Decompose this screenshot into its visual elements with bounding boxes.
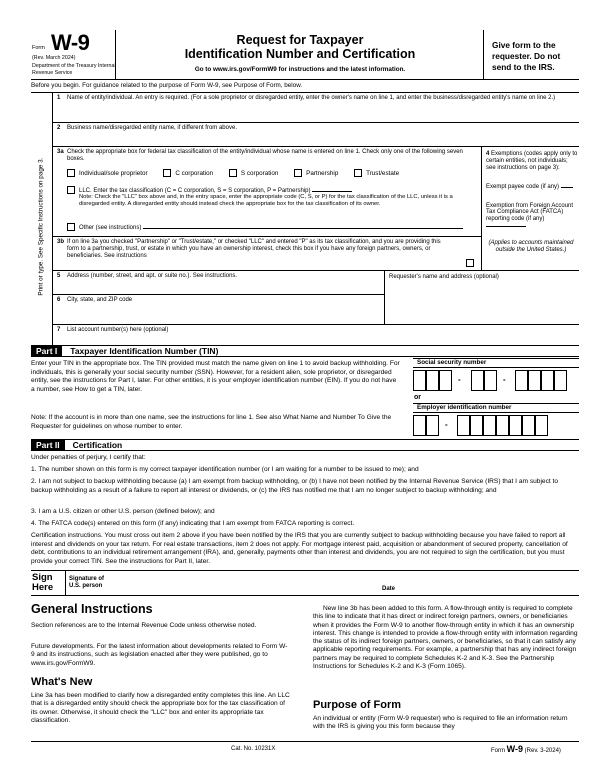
goto-instructions: Go to www.irs.gov/FormW9 for instructions and the latest information. — [194, 66, 406, 73]
ssn-digit[interactable] — [426, 370, 439, 391]
ein-digit[interactable] — [413, 415, 426, 436]
signature-row — [31, 570, 579, 596]
date-field[interactable] — [403, 573, 573, 593]
ssn-digit[interactable] — [554, 370, 567, 391]
certification-item-3: 3. I am a U.S. citizen or other U.S. person (defined below); and — [31, 508, 215, 515]
line-number: 4 — [486, 151, 490, 157]
line-label: City, state, and ZIP code — [67, 297, 133, 303]
checkbox[interactable] — [229, 169, 237, 177]
line-number: 3b — [57, 239, 65, 245]
line-5-address[interactable] — [53, 271, 385, 295]
catalog-number: Cat. No. 10231X — [231, 746, 276, 752]
certification-item-1: 1. The number shown on this form is my correct taxpayer identification number (or I am waiting for a number to be issued to me); and — [31, 466, 419, 473]
option-partnership[interactable]: Partnership — [294, 170, 338, 177]
form-id-block — [31, 30, 116, 80]
line-number: 1 — [57, 95, 61, 101]
line-label: Address (number, street, and apt. or suite no.). See instructions. — [67, 273, 238, 279]
fatca-code[interactable]: Exemption from Foreign Account Tax Compliance Act (FATCA) reporting code (if any) — [486, 203, 579, 231]
form-title-line1: Request for Taxpayer — [236, 33, 364, 47]
line-label: Check the appropriate box for federal tax classification of the entity/individual whose name is entered on line 1. Check only one of the following seven boxes. — [67, 149, 463, 162]
signature-field[interactable] — [111, 573, 381, 593]
exempt-payee-field[interactable] — [561, 187, 573, 188]
future-developments: Future developments. For the latest information about developments related to Form W-9 and its instructions, such as legislation enacted after they were published, go to www.irs.gov/FormW9. — [31, 643, 288, 667]
checkbox[interactable] — [67, 169, 75, 177]
line-6-city-state-zip[interactable] — [53, 295, 385, 325]
line-label: If on line 3a you checked "Partnership" or "Trust/estate," or checked "LLC" and entered "P" as its tax classification, and you are providing this form to a partnership, trust, or estate in which you have an ownership interest, check this box if you have any foreign partners, owners, or beneficiaries. See instructions — [67, 239, 441, 259]
whats-new-heading: What's New — [31, 676, 93, 688]
general-instructions-heading: General Instructions — [31, 602, 153, 616]
part-title: Taxpayer Identification Number (TIN) — [70, 346, 219, 356]
option-c-corp[interactable]: C corporation — [163, 170, 213, 177]
form-header — [31, 30, 579, 80]
ssn-digit[interactable] — [541, 370, 554, 391]
line-number: 7 — [57, 327, 61, 333]
sign-here-label: Sign Here — [32, 572, 54, 593]
purpose-of-form-heading: Purpose of Form — [313, 699, 402, 711]
ein-label: Employer identification number — [413, 403, 579, 413]
ein-dash: - — [445, 420, 448, 429]
option-other[interactable]: Other (see instructions) — [67, 222, 477, 232]
line-3b-foreign-partners — [53, 237, 481, 271]
signature-label: Signature of U.S. person — [69, 576, 105, 589]
ssn-digit[interactable] — [515, 370, 528, 391]
llc-note: Note: Check the "LLC" box above and, in the entry space, enter the appropriate code (C, S, or P) for the tax classification of the LLC, unless it is a disregarded entity. A disregarded entity should instead check the appropriate box for the tax classification of its owner. — [79, 194, 453, 207]
ssn-digit[interactable] — [484, 370, 497, 391]
before-you-begin: Before you begin. For guidance related to the purpose of Form W-9, see Purpose of Form, below. — [31, 82, 579, 93]
part-tag: Part II — [31, 440, 65, 450]
form-title-block — [117, 30, 483, 80]
form-title-line2: Identification Number and Certification — [184, 47, 416, 61]
ein-digit[interactable] — [509, 415, 522, 436]
other-field[interactable] — [143, 222, 463, 229]
side-label: Print or type. See Specific Instructions on page 3. — [37, 157, 45, 296]
line-2-business-name[interactable] — [53, 123, 579, 147]
part-title: Certification — [72, 440, 123, 450]
ein-digit[interactable] — [426, 415, 439, 436]
line-label: Business name/disregarded entity name, if different from above. — [67, 125, 237, 131]
line-1-name[interactable] — [53, 93, 579, 123]
form-label: Form — [32, 45, 45, 51]
w9-form — [31, 30, 579, 765]
line-3b-explanation: New line 3b has been added to this form. A flow-through entity is required to complete this line to indicate that it has direct or indirect foreign partners, owners, or beneficiaries when it provides the Form W-9 to another flow-through entity in which it has an ownership interest. This change is intended to provide a flow-through entity with information regarding the status of its indirect foreign partners, owners, or beneficiaries, so that it can satisfy any applicable reporting requirements. For example, a partnership that has any indirect foreign partners may be required to complete Schedules K-2 and K-3. See the Partnership Instructions for Schedules K-2 and K-3 (Form 1065). — [313, 605, 578, 671]
line-label: List account number(s) here (optional) — [67, 327, 169, 333]
date-label: Date — [382, 586, 396, 592]
line-number: 6 — [57, 297, 61, 303]
ein-field[interactable] — [413, 415, 563, 437]
ein-digit[interactable] — [483, 415, 496, 436]
option-s-corp[interactable]: S corporation — [229, 170, 278, 177]
ein-digit[interactable] — [535, 415, 548, 436]
footer-form-id: Form W-9 (Rev. 3-2024) — [491, 744, 561, 754]
checkbox[interactable] — [67, 223, 75, 231]
option-trust-estate[interactable]: Trust/estate — [354, 170, 399, 177]
page-footer — [31, 741, 579, 755]
line-number: 5 — [57, 273, 61, 279]
ein-digit[interactable] — [522, 415, 535, 436]
requester-name-address[interactable]: Requester's name and address (optional) — [385, 271, 579, 325]
checkbox[interactable] — [163, 169, 171, 177]
option-individual[interactable]: Individual/sole proprietor — [67, 170, 148, 177]
part-2-header — [31, 439, 579, 451]
classification-options — [67, 169, 477, 177]
ssn-digit[interactable] — [413, 370, 426, 391]
general-instructions-text: Section references are to the Internal Revenue Code unless otherwise noted. — [31, 622, 257, 629]
checkbox[interactable] — [354, 169, 362, 177]
line-4-exemptions — [481, 147, 579, 271]
ssn-field[interactable] — [413, 370, 553, 392]
option-llc[interactable]: LLC. Enter the tax classification (C = C corporation, S = S corporation, P = Partnership) — [67, 185, 477, 195]
revision-date: (Rev. March 2024) — [32, 55, 76, 61]
line-number: 2 — [57, 125, 61, 131]
or-label: or — [414, 394, 421, 401]
fatca-applies-note: (Applies to accounts maintained outside the United States.) — [488, 240, 574, 254]
fatca-field[interactable] — [486, 226, 526, 227]
certification-intro: Under penalties of perjury, I certify that: — [31, 454, 146, 461]
checkbox[interactable] — [294, 169, 302, 177]
checkbox[interactable] — [67, 186, 75, 194]
department-name: Department of the Treasury Internal Revenue Service — [32, 63, 116, 76]
certification-item-4: 4. The FATCA code(s) entered on this form (if any) indicating that I am exempt from FATCA reporting is correct. — [31, 520, 355, 527]
part-1-text: Enter your TIN in the appropriate box. The TIN provided must match the name given on line 1 to avoid backup withholding. For individuals, this is generally your social security number (SSN). However, for a resident alien, sole proprietor, or disregarded entity, see the instructions for Part I, later. For other entities, it is your employer identification number (EIN). If you do not have a number, see How to get a TIN, later. — [31, 360, 400, 393]
part-tag: Part I — [31, 346, 62, 356]
ssn-digit[interactable] — [528, 370, 541, 391]
foreign-partners-checkbox[interactable] — [466, 259, 474, 267]
part-1-note: Note: If the account is in more than one name, see the instructions for line 1. See also What Name and Number To Give the Requester for guidelines on whose number to enter. — [31, 414, 392, 430]
sign-divider — [65, 571, 66, 595]
ein-digit[interactable] — [496, 415, 509, 436]
line-label: Name of entity/individual. An entry is required. (For a sole proprietor or disregarded entity, enter the owner's name on line 1, and enter the business/disregarded entity's name on line 2.) — [67, 95, 556, 101]
ssn-label: Social security number — [413, 358, 579, 368]
line-number: 3a — [57, 149, 64, 155]
exempt-payee[interactable]: Exempt payee code (if any) — [486, 184, 579, 191]
give-form-note: Give form to the requester. Do not send to the IRS. — [483, 30, 579, 80]
certification-instructions: Certification instructions. You must cross out item 2 above if you have been notified by the IRS that you are currently subject to backup withholding because you have failed to report all interest and dividends on your tax return. For real estate transactions, item 2 does not apply. For mortgage interest paid, acquisition or abandonment of secured property, cancellation of debt, contributions to an individual retirement arrangement (IRA), and, generally, payments other than interest and dividends, you are not required to sign the certification, but you must provide your correct TIN. See the instructions for Part II, later. — [31, 532, 568, 565]
ein-digit[interactable] — [457, 415, 470, 436]
line-label: Exemptions (codes apply only to certain entities, not individuals; see instructions on page 3): — [486, 151, 578, 171]
certification-item-2: 2. I am not subject to backup withholding because (a) I am exempt from backup withholding, or (b) I have not been notified by the Internal Revenue Service (IRS) that I am subject to backup withholding as a result of a failure to report all interest or dividends, or (c) the IRS has notified me that I am no longer subject to backup withholding; and — [31, 478, 559, 494]
part-1-header — [31, 345, 579, 357]
side-label-column — [31, 93, 53, 348]
form-number: W-9 — [51, 30, 90, 55]
ssn-dash: - — [503, 375, 506, 384]
ssn-dash: - — [458, 375, 461, 384]
purpose-of-form-text: An individual or entity (Form W-9 requester) who is required to file an information return with the IRS is giving you this form because they — [313, 715, 568, 731]
ssn-digit[interactable] — [439, 370, 452, 391]
llc-code-field[interactable] — [312, 185, 352, 192]
ein-digit[interactable] — [470, 415, 483, 436]
whats-new-text: Line 3a has been modified to clarify how a disregarded entity completes this line. An LLC that is a disregarded entity should check the appropriate box for the tax classification of its owner. Otherwise, it should check the "LLC" box and enter its appropriate tax classification. — [31, 692, 290, 724]
line-3a-tax-classification — [53, 147, 481, 237]
ssn-digit[interactable] — [471, 370, 484, 391]
